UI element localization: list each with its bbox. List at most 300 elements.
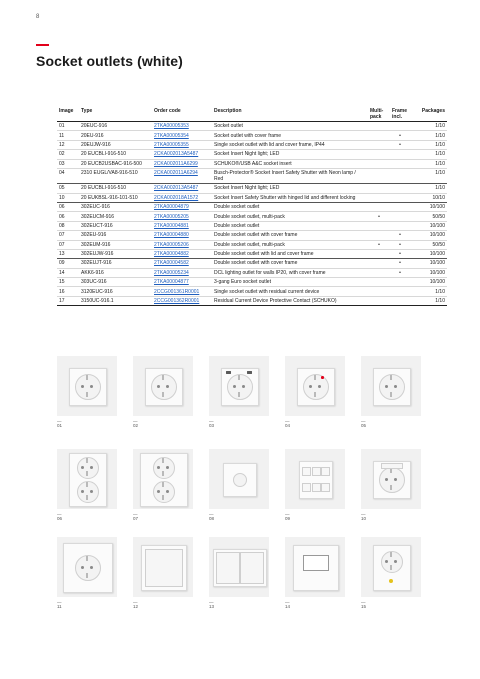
cell-frame: • [390,140,410,149]
lid [145,549,183,587]
cell-type: 2310 EUGL/VA8-916-510 [79,168,152,183]
hinged-lid [381,463,403,469]
earth-clip [390,392,392,397]
cell-type: 303UC-916 [79,278,152,287]
order-code-link[interactable]: 2CKA002013A5487 [152,184,212,193]
order-code-link[interactable]: 2CKA002011A6299 [152,159,212,168]
socket-face [75,374,101,400]
socket-face [151,374,177,400]
cell-description: 3-gang Euro socket outlet [212,278,368,287]
pin-hole [242,385,245,388]
cell-frame [390,221,410,230]
caption-label: 03 [209,423,215,428]
cell-image: 11 [57,131,79,140]
cell-type: 3120EUC-916 [79,287,152,296]
earth-clip [162,458,164,463]
earth-clip [314,375,316,380]
pin-hole [394,385,397,388]
caption-label: 08 [209,516,215,521]
caption-label: 04 [285,423,291,428]
euro-slot [321,467,330,476]
lid [240,552,264,584]
table-row [57,240,447,249]
product-image [285,449,345,509]
image-caption [209,419,269,428]
pin-hole [90,490,93,493]
cell-packages: 50/50 [410,240,447,249]
gallery-item [361,537,421,609]
gallery-item [209,537,269,609]
col-header-order-code: Order code [152,107,212,122]
cell-frame [390,122,410,131]
pin-hole [385,560,388,563]
cell-frame: • [390,131,410,140]
cell-type: 20EU-916 [79,131,152,140]
col-header-frame: Frame incl. [390,107,410,122]
order-code-link[interactable]: 2CKA002018A1572 [152,193,212,202]
earth-clip [314,392,316,397]
cell-type: 20EUJW-916 [79,140,152,149]
rcd-label [303,555,329,571]
earth-clip [162,392,164,397]
cell-multipack [368,287,390,296]
order-code-link[interactable]: 2TKA00004877 [152,278,212,287]
table-row [57,140,447,149]
cell-packages: 10/10 [410,193,447,202]
order-code-link[interactable]: 2TKA00004882 [152,249,212,258]
earth-clip [86,392,88,397]
pin-hole [166,466,169,469]
caption-label: 09 [285,516,291,521]
product-image [361,356,421,416]
cell-multipack [368,249,390,258]
cell-description: Double socket outlet [212,221,368,230]
caption-dash: — [133,419,138,424]
table-row [57,231,447,240]
cell-description: Double socket outlet, multi-pack [212,240,368,249]
order-code-link[interactable]: 2CKA002011A6294 [152,168,212,183]
caption-label: 11 [57,604,62,609]
cell-multipack: • [368,240,390,249]
pin-hole [157,490,160,493]
cell-type: 3150UC-916.1 [79,296,152,305]
cell-description: Socket Insert Safety Shutter with hinged lid and different locking [212,193,368,202]
table-row [57,131,447,140]
image-caption [133,512,193,521]
gallery-item [285,356,345,428]
cell-description: Socket Insert Night light; LED [212,150,368,159]
pin-hole [233,385,236,388]
pin-hole [309,385,312,388]
earth-clip [162,495,164,500]
col-header-packages: Packages [410,107,447,122]
cell-multipack [368,268,390,277]
table-row [57,296,447,305]
cell-description: DCL lighting outlet for walls IP20, with cover frame [212,268,368,277]
order-code-link[interactable]: 2CKA002013A5487 [152,150,212,159]
page-number: 8 [36,14,40,20]
cell-packages: 1/10 [410,184,447,193]
usb-port [226,371,231,374]
cell-frame [390,212,410,221]
cell-multipack: • [368,212,390,221]
cell-frame: • [390,249,410,258]
cell-description: Double socket outlet with lid and cover frame [212,249,368,258]
caption-dash: — [209,600,214,605]
cell-image: 17 [57,296,79,305]
cell-description: Double socket outlet with cover frame [212,259,368,268]
cell-type: 302EUCT-916 [79,221,152,230]
socket-face [303,374,329,400]
image-caption [361,419,421,428]
pin-hole [81,490,84,493]
cell-multipack [368,259,390,268]
socket-face [379,467,405,493]
earth-clip [162,375,164,380]
caption-label: 10 [361,516,367,521]
euro-slot [321,483,330,492]
caption-dash: — [209,512,214,517]
cell-multipack [368,296,390,305]
cell-frame [390,287,410,296]
lid [216,552,240,584]
image-caption [285,419,345,428]
product-image [361,537,421,597]
cell-image: 02 [57,150,79,159]
cell-packages: 10/100 [410,203,447,212]
image-caption [57,600,117,609]
cell-description: Double socket outlet with cover frame [212,231,368,240]
caption-label: 15 [361,604,367,609]
gallery-item [285,449,345,521]
earth-clip [86,458,88,463]
cell-type: 302EUM-916 [79,240,152,249]
caption-dash: — [361,600,366,605]
earth-clip [390,375,392,380]
cell-multipack [368,231,390,240]
table-row [57,287,447,296]
caption-label: 01 [57,423,63,428]
image-caption [133,419,193,428]
cell-description: Double socket outlet, multi-pack [212,212,368,221]
cell-type: 302EU-916 [79,231,152,240]
table-row [57,249,447,258]
cell-image: 04 [57,168,79,183]
caption-label: 06 [57,516,63,521]
product-image [285,537,345,597]
table-header-row [57,107,447,122]
table-row [57,221,447,230]
caption-dash: — [285,600,290,605]
pin-hole [318,385,321,388]
image-caption [57,512,117,521]
usb-port [247,371,252,374]
cell-packages: 10/100 [410,259,447,268]
cell-packages: 10/100 [410,268,447,277]
gallery-item [209,449,269,521]
table-row [57,259,447,268]
cell-frame [390,168,410,183]
accent-bar [36,44,49,46]
col-header-description: Description [212,107,368,122]
earth-clip [390,565,392,570]
pin-hole [81,566,84,569]
image-caption [361,600,421,609]
cell-image: 10 [57,193,79,202]
cell-frame [390,193,410,202]
caption-dash: — [133,512,138,517]
table-row [57,122,447,131]
table-row [57,193,447,202]
cell-type: 20 EUCBLI-916-510 [79,184,152,193]
cell-image: 06 [57,212,79,221]
cell-image: 07 [57,240,79,249]
gallery-item [361,356,421,428]
cell-frame [390,159,410,168]
cell-packages: 10/100 [410,221,447,230]
pin-hole [90,566,93,569]
pin-hole [394,560,397,563]
order-code-link[interactable]: 2TKA00004879 [152,203,212,212]
cell-image: 09 [57,259,79,268]
product-image [285,356,345,416]
product-image [133,449,193,509]
image-caption [209,600,269,609]
earth-clip [86,375,88,380]
order-code-link[interactable]: 2TKA00005205 [152,212,212,221]
gallery-item [133,537,193,609]
order-code-link[interactable]: 2TKA00005206 [152,240,212,249]
product-image [133,356,193,416]
earth-clip [86,482,88,487]
cell-multipack [368,193,390,202]
image-caption [57,419,117,428]
cell-type: 302EUJT-916 [79,259,152,268]
product-image [209,449,269,509]
cell-packages: 1/10 [410,296,447,305]
table-row [57,150,447,159]
pin-hole [385,385,388,388]
product-table [57,107,447,306]
cell-image: 12 [57,140,79,149]
col-header-multipack: Multi- pack [368,107,390,122]
cell-type: 302EUJW-916 [79,249,152,258]
caption-dash: — [209,419,214,424]
caption-dash: — [285,419,290,424]
cell-type: 302EUC-916 [79,203,152,212]
caption-label: 02 [133,423,139,428]
order-code-link[interactable]: 2TKA00005234 [152,268,212,277]
test-button [389,579,393,583]
cell-frame [390,150,410,159]
cell-packages: 1/10 [410,287,447,296]
cell-frame: • [390,259,410,268]
euro-slot [312,467,321,476]
cell-description: Socket outlet [212,122,368,131]
table-row [57,159,447,168]
cell-multipack [368,168,390,183]
cell-multipack [368,159,390,168]
product-image [133,537,193,597]
table-row [57,203,447,212]
cell-frame [390,203,410,212]
earth-clip [238,392,240,397]
pin-hole [157,385,160,388]
cell-image: 06 [57,203,79,212]
cell-image: 03 [57,159,79,168]
earth-clip [86,556,88,561]
table-row [57,212,447,221]
cell-image: 15 [57,278,79,287]
euro-slot [312,483,321,492]
dcl-connector [233,473,247,487]
cell-packages: 1/10 [410,122,447,131]
cell-multipack [368,150,390,159]
cell-multipack [368,131,390,140]
caption-dash: — [361,512,366,517]
cell-image: 08 [57,221,79,230]
order-code-link[interactable]: 2TKA00005353 [152,122,212,131]
order-code-link[interactable]: 2TKA00004582 [152,259,212,268]
gallery-item [57,356,117,428]
cell-description: Busch-Protector® Socket Insert Safety Shutter with Neon lamp / Red [212,168,368,183]
pin-hole [166,385,169,388]
cell-packages: 1/10 [410,140,447,149]
cell-image: 13 [57,249,79,258]
earth-clip [162,482,164,487]
table-row [57,184,447,193]
caption-dash: — [57,419,62,424]
gallery-item [133,356,193,428]
gallery-item [361,449,421,521]
image-caption [285,600,345,609]
cell-type: 20EUC-916 [79,122,152,131]
cell-frame [390,278,410,287]
pin-hole [394,478,397,481]
gallery-item [57,449,117,521]
cell-multipack [368,278,390,287]
cell-image: 05 [57,184,79,193]
caption-label: 07 [133,516,139,521]
cell-description: SCHUKO®/USB A&C socket insert [212,159,368,168]
cell-packages: 1/10 [410,168,447,183]
cell-image: 14 [57,268,79,277]
earth-clip [86,471,88,476]
image-caption [285,512,345,521]
product-image [209,537,269,597]
cell-packages: 1/10 [410,131,447,140]
cell-type: 302EUCM-916 [79,212,152,221]
cell-description: Socket outlet with cover frame [212,131,368,140]
table-row [57,268,447,277]
pin-hole [385,478,388,481]
socket-face [75,555,101,581]
table-row [57,278,447,287]
cell-description: Single socket outlet with residual current device [212,287,368,296]
pin-hole [81,466,84,469]
caption-dash: — [57,600,62,605]
earth-clip [162,471,164,476]
cell-description: Double socket outlet [212,203,368,212]
cell-frame: • [390,240,410,249]
cell-multipack [368,203,390,212]
cell-multipack [368,221,390,230]
cell-description: Socket Insert Night light; LED [212,184,368,193]
page-title: Socket outlets (white) [36,53,183,69]
cell-frame: • [390,268,410,277]
cell-packages: 1/10 [410,150,447,159]
cell-frame: • [390,231,410,240]
pin-hole [90,385,93,388]
product-image [57,537,117,597]
order-code-link[interactable]: 2CCG001361R0001 [152,287,212,296]
product-image [57,449,117,509]
cell-frame [390,184,410,193]
order-code-link[interactable]: 2TKA00005355 [152,140,212,149]
pin-hole [166,490,169,493]
earth-clip [390,485,392,490]
earth-clip [390,552,392,557]
order-code-link[interactable]: 2TKA00005354 [152,131,212,140]
cell-image: 01 [57,122,79,131]
gallery-item [133,449,193,521]
col-header-type: Type [79,107,152,122]
caption-label: 12 [133,604,139,609]
caption-label: 14 [285,604,291,609]
pin-hole [81,385,84,388]
order-code-link[interactable]: 2TKA00004881 [152,221,212,230]
cell-image: 16 [57,287,79,296]
earth-clip [238,375,240,380]
neon-lamp [321,376,324,379]
pin-hole [90,466,93,469]
caption-dash: — [57,512,62,517]
order-code-link[interactable]: 2CCG001362R0001 [152,296,212,305]
gallery-item [57,537,117,609]
caption-dash: — [133,600,138,605]
cell-multipack [368,184,390,193]
earth-clip [86,573,88,578]
table-row [57,168,447,183]
image-caption [133,600,193,609]
product-image [209,356,269,416]
caption-dash: — [361,419,366,424]
caption-dash: — [285,512,290,517]
cell-type: 20 EUCB2USBAC-916-500 [79,159,152,168]
socket-face [227,374,253,400]
euro-slot [302,483,311,492]
cell-packages: 10/100 [410,278,447,287]
cell-packages: 10/100 [410,231,447,240]
earth-clip [86,495,88,500]
socket-face [379,374,405,400]
euro-slot [302,467,311,476]
cell-description: Single socket outlet with lid and cover frame, IP44 [212,140,368,149]
cell-packages: 50/50 [410,212,447,221]
order-code-link[interactable]: 2TKA00004880 [152,231,212,240]
cell-type: AKK6-916 [79,268,152,277]
cell-frame [390,296,410,305]
gallery-item [209,356,269,428]
cell-multipack [368,140,390,149]
pin-hole [157,466,160,469]
image-caption [209,512,269,521]
cell-packages: 1/10 [410,159,447,168]
product-image [361,449,421,509]
image-caption [361,512,421,521]
cell-type: 20 EUKBSL-916-101-510 [79,193,152,202]
cell-description: Residual Current Device Protective Contact (SCHUKO) [212,296,368,305]
